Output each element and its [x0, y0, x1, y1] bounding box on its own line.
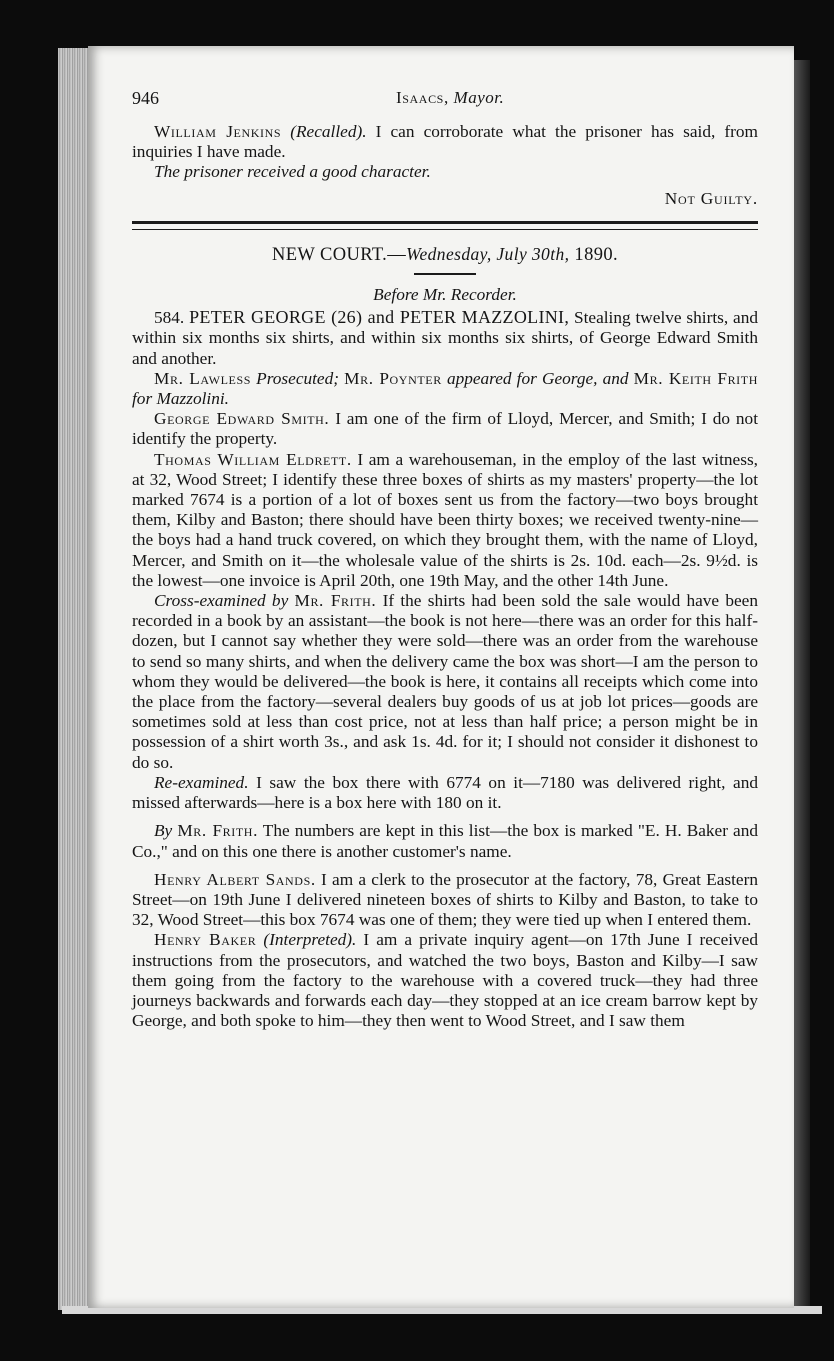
character-line: The prisoner received a good character.: [154, 162, 431, 182]
page-header: [132, 88, 758, 122]
paragraph-gap: [132, 813, 758, 821]
paragraph-jenkins: William Jenkins (Recalled). I can corroborate what the prisoner has said, from inquiries I have made.: [132, 122, 758, 162]
page-content: [132, 88, 758, 1031]
verdict: Not Guilty.: [664, 188, 758, 208]
paragraph-sands: Henry Albert Sands. I am a clerk to the prosecutor at the factory, 78, Great Eastern Street—on 19th June I delivered nineteen boxes of shirts to Kilby and Baston, to take to 32, Wood Street—this box 7674 was one of them; they were tied up when I entered them.: [132, 869, 759, 930]
paragraph-baker: Henry Baker (Interpreted). I am a private inquiry agent—on 17th June I received instructions from the prosecutors, and watched the two boys, Baston and Kilby—I saw them going from the factory to the warehouse with a covered truck—they had three journeys backwards and forwards each day—they stopped at an ice cream barrow kept by George, and both spoke to him—they then went to Wood Street, and I saw them: [132, 930, 758, 1031]
paragraph-eldrett: Thomas William Eldrett. I am a warehouseman, in the employ of the last witness, at 32, Wood Street; I identify these three boxes of shirts as my masters' property—the lot marked 7674 is a portion of a lot of boxes sent us from the factory—two boys brought them, Kilby and Baston; there should have been thirty boxes; we received twenty-nine—the boys had a hand truck covered, on which they brought them, with the name of Lloyd, Mercer, and Smith on it—the wholesale value of the shirts is 2s. 10d. each—2s. 9½d. is the lowest—one invoice is April 20th, one 19th May, and the other 14th June.: [132, 449, 758, 590]
heading-rule: [414, 273, 476, 275]
counsel-line: Mr. Lawless Prosecuted; Mr. Poynter appeared for George, and Mr. Keith Frith for Mazzolini.: [132, 368, 758, 409]
paragraph-cross-examination: Cross-examined by Mr. Frith. If the shirts had been sold the sale would have been recorded in a book by an assistant—the book is not here—there was an order for this half-dozen, but I cannot say whether they were sold—there was an order from the warehouse to send so many shirts, and when the delivery came the box was short—I am the person to whom they would be delivered—the book is here, it contains all receipts which come into the place from the factory—several dealers buy goods of us at job lot prices—goods are sometimes sold at less than cost price, not at less than half price; a person might be in possession of a shirt worth 3s., and ask 1s. 4d. for it; I should not consider it dishonest to do so.: [132, 591, 758, 772]
book-cover-edge: [792, 60, 810, 1310]
paragraph-gap: [132, 862, 758, 870]
page-number: 946: [132, 88, 159, 108]
paragraph-smith: George Edward Smith. I am one of the firm of Lloyd, Mercer, and Smith; I do not identify the property.: [132, 409, 759, 449]
running-head: Isaacs, Mayor.: [396, 88, 505, 107]
case-title: 584. PETER GEORGE (26) and PETER MAZZOLINI, Stealing twelve shirts, and within six months six shirts, and within six months six shirts, of George Edward Smith and another.: [132, 307, 758, 368]
section-divider: [132, 221, 758, 230]
paragraph-re-examination: Re-examined. I saw the box there with 6774 on it—7180 was delivered right, and missed afterwards—here is a box here with 180 on it.: [132, 772, 758, 813]
before-line: Before Mr. Recorder.: [373, 285, 517, 305]
court-heading: NEW COURT.—Wednesday, July 30th, 1890.: [271, 243, 619, 265]
paragraph-by-frith: By Mr. Frith. The numbers are kept in this list—the box is marked "E. H. Baker and Co.," and on this one there is another customer's name.: [132, 821, 758, 861]
